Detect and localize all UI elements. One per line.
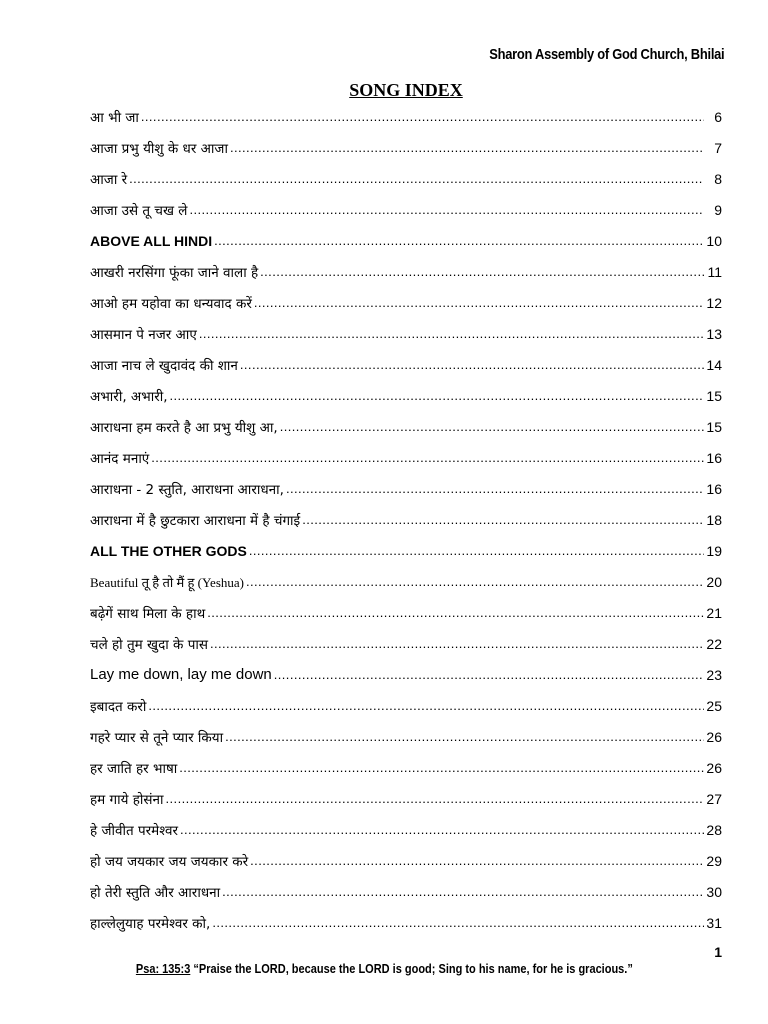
index-entry[interactable]	[90, 783, 722, 814]
entry-title: आजा प्रभु यीशु के धर आजा	[90, 140, 228, 157]
dot-leader	[180, 822, 704, 837]
church-header: Sharon Assembly of God Church, Bhilai	[488, 46, 724, 63]
entry-page: 29	[706, 852, 722, 869]
index-entry[interactable]	[90, 163, 722, 194]
dot-leader	[189, 202, 704, 217]
dot-leader	[230, 140, 704, 155]
dot-leader	[148, 698, 704, 713]
entry-page: 25	[706, 697, 722, 714]
entry-page: 12	[706, 294, 722, 311]
entry-page: 21	[706, 604, 722, 621]
entry-page: 14	[706, 356, 722, 373]
footer-verse	[0, 962, 768, 976]
verse-quote: “Praise the LORD, because the LORD is good; Sing to his name, for he is gracious.”	[193, 962, 633, 976]
entry-title: हो तेरी स्तुति और आराधना	[90, 884, 221, 901]
entry-page: 26	[706, 759, 722, 776]
dot-leader	[214, 233, 704, 248]
index-entry[interactable]	[90, 349, 722, 380]
index-entry[interactable]	[90, 225, 722, 256]
dot-leader	[207, 605, 704, 620]
entry-title: आओ हम यहोवा का धन्यवाद करें	[90, 295, 252, 312]
index-entry[interactable]	[90, 845, 722, 876]
entry-title: अभारी, अभारी,	[90, 388, 168, 405]
entry-title: ABOVE ALL HINDI	[90, 232, 213, 249]
entry-title: Lay me down, lay me down	[90, 666, 272, 684]
entry-title: बढ़ेगें साथ मिला के हाथ	[90, 605, 206, 622]
entry-title: आ भी जा	[90, 109, 139, 126]
index-entry[interactable]	[90, 907, 722, 938]
entry-title: गहरे प्यार से तूने प्यार किया	[90, 729, 224, 746]
entry-page: 27	[706, 790, 722, 807]
dot-leader	[199, 326, 704, 341]
index-entry[interactable]	[90, 411, 722, 442]
index-entry[interactable]	[90, 566, 722, 597]
entry-title: हो जय जयकार जय जयकार करे	[90, 853, 249, 870]
entry-title: आजा उसे तू चख ले	[90, 202, 188, 219]
index-entry[interactable]	[90, 814, 722, 845]
page-title: SONG INDEX	[349, 80, 463, 100]
entry-page: 15	[706, 387, 722, 404]
entry-title: हाल्लेलुयाह परमेश्वर को,	[90, 915, 211, 932]
entry-title: आनंद मनाएं	[90, 450, 150, 467]
dot-leader	[286, 481, 704, 496]
entry-title: आराधना हम करते है आ प्रभु यीशु आ,	[90, 419, 278, 436]
entry-title: आजा रे	[90, 171, 128, 188]
dot-leader	[141, 109, 704, 124]
entry-page: 7	[714, 139, 722, 156]
dot-leader	[274, 667, 704, 682]
entry-title: आजा नाच ले खुदावंद की शान	[90, 357, 238, 374]
entry-title: हे जीवीत परमेश्वर	[90, 822, 178, 839]
entry-page: 30	[706, 883, 722, 900]
dot-leader	[249, 543, 704, 558]
verse-reference: Psa: 135:3	[135, 962, 190, 976]
entry-page: 26	[706, 728, 722, 745]
index-entry[interactable]	[90, 380, 722, 411]
dot-leader	[222, 884, 704, 899]
dot-leader	[225, 729, 704, 744]
dot-leader	[129, 171, 704, 186]
index-entry[interactable]	[90, 628, 722, 659]
index-entry[interactable]	[90, 535, 722, 566]
entry-title: चले हो तुम खुदा के पास	[90, 636, 208, 653]
dot-leader	[246, 574, 704, 589]
index-entry[interactable]	[90, 442, 722, 473]
entry-title: आराधना - 2 स्तुति, आराधना आराधना,	[90, 481, 284, 498]
entry-title: आसमान पे नजर आए	[90, 326, 197, 343]
entry-title: इबादत करो	[90, 698, 147, 715]
index-entry[interactable]	[90, 721, 722, 752]
entry-page: 18	[706, 511, 722, 528]
index-entry[interactable]	[90, 194, 722, 225]
entry-page: 16	[706, 480, 722, 497]
dot-leader	[151, 450, 704, 465]
index-entry[interactable]	[90, 659, 722, 690]
entry-page: 6	[714, 108, 722, 125]
index-entry[interactable]	[90, 318, 722, 349]
entry-page: 28	[706, 821, 722, 838]
index-entry[interactable]	[90, 101, 722, 132]
entry-page: 13	[706, 325, 722, 342]
dot-leader	[254, 295, 704, 310]
dot-leader	[166, 791, 704, 806]
page-number: 1	[714, 944, 722, 960]
index-entry[interactable]	[90, 876, 722, 907]
index-entry[interactable]	[90, 690, 722, 721]
dot-leader	[260, 264, 704, 279]
dot-leader	[170, 388, 704, 403]
entry-page: 9	[714, 201, 722, 218]
dot-leader	[302, 512, 704, 527]
dot-leader	[280, 419, 704, 434]
entry-page: 8	[714, 170, 722, 187]
entry-title: Beautiful तू है तो मैं हू (Yeshua)	[90, 574, 244, 590]
entry-page: 11	[707, 263, 722, 280]
entry-page: 22	[706, 635, 722, 652]
index-entry[interactable]	[90, 752, 722, 783]
entry-title: आखरी नरसिंगा फूंका जाने वाला है	[90, 264, 259, 281]
index-entry[interactable]	[90, 504, 722, 535]
dot-leader	[250, 853, 704, 868]
dot-leader	[179, 760, 704, 775]
dot-leader	[240, 357, 704, 372]
index-entry[interactable]	[90, 132, 722, 163]
entry-page: 16	[706, 449, 722, 466]
entry-page: 19	[706, 542, 722, 559]
index-entry[interactable]	[90, 287, 722, 318]
entry-page: 31	[706, 914, 722, 931]
entry-title: ALL THE OTHER GODS	[90, 542, 247, 559]
index-entry[interactable]	[90, 597, 722, 628]
entry-page: 20	[706, 573, 722, 590]
index-entry[interactable]	[90, 256, 722, 287]
entry-title: हम गाये होसंना	[90, 791, 164, 808]
dot-leader	[210, 636, 704, 651]
entry-page: 10	[706, 232, 722, 249]
song-index-list	[90, 101, 722, 938]
index-entry[interactable]	[90, 473, 722, 504]
entry-page: 23	[706, 666, 722, 683]
entry-title: आराधना में है छुटकारा आराधना में है चंगाई	[90, 512, 301, 529]
entry-title: हर जाति हर भाषा	[90, 760, 178, 777]
entry-page: 15	[706, 418, 722, 435]
dot-leader	[212, 915, 704, 930]
